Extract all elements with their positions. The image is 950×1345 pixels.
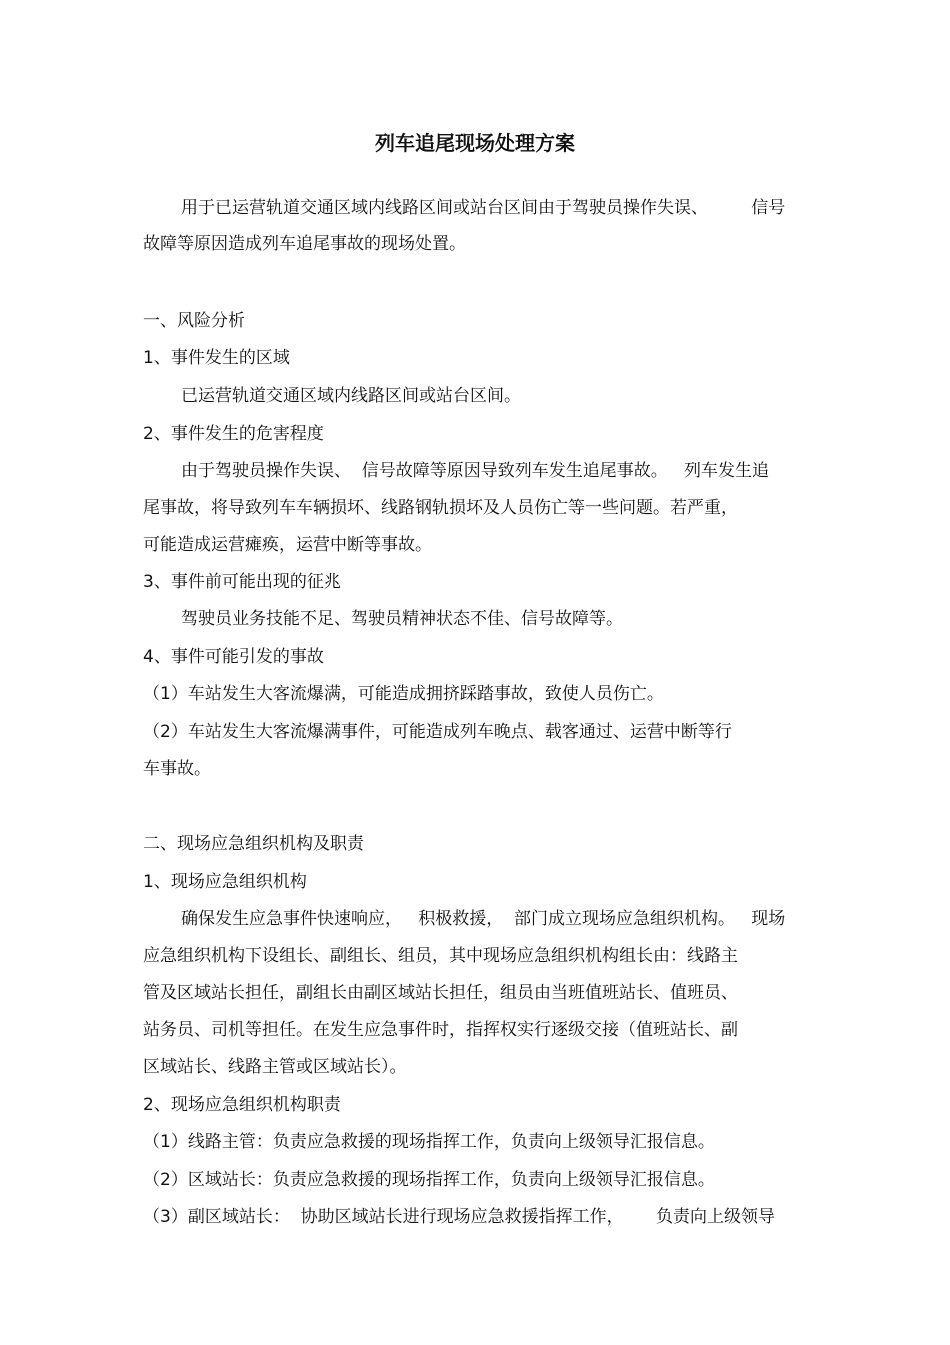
paragraph-line: 管及区域站长担任，副组长由副区域站长担任，组员由当班值班站长、值班员、 — [143, 983, 738, 1003]
section-heading-emergency-organization: 二、现场应急组织机构及职责 — [143, 834, 364, 854]
paragraph-line: 驾驶员业务技能不足、驾驶员精神状态不佳、信号故障等。 — [181, 609, 623, 629]
paragraph-line: 站务员、司机等担任。在发生应急事件时，指挥权实行逐级交接（值班站长、副 — [143, 1020, 738, 1040]
document-title: 列车追尾现场处理方案 — [375, 131, 575, 155]
intro-line-2: 故障等原因造成列车追尾事故的现场处置。 — [143, 234, 466, 254]
subheading-organization-structure: 1、现场应急组织机构 — [143, 872, 307, 892]
paragraph-line: 确保发生应急事件快速响应， 积极救援， 部门成立现场应急组织机构。 现场 — [181, 909, 786, 929]
list-item: （2）区域站长：负责应急救援的现场指挥工作，负责向上级领导汇报信息。 — [143, 1170, 715, 1190]
paragraph-line: 尾事故，将导致列车车辆损坏、线路钢轨损坏及人员伤亡等一些问题。若严重， — [143, 498, 738, 518]
subheading-warning-signs: 3、事件前可能出现的征兆 — [143, 572, 341, 592]
list-item: （3）副区域站长： 协助区域站长进行现场应急救援指挥工作， 负责向上级领导 — [143, 1207, 776, 1227]
section-heading-risk-analysis: 一、风险分析 — [143, 311, 245, 331]
paragraph-line: 已运营轨道交通区域内线路区间或站台区间。 — [181, 386, 521, 406]
paragraph-line: 应急组织机构下设组长、副组长、组员，其中现场应急组织机构组长由：线路主 — [143, 946, 738, 966]
subheading-hazard-level: 2、事件发生的危害程度 — [143, 424, 324, 444]
subheading-event-area: 1、事件发生的区域 — [143, 348, 290, 368]
paragraph-line: 由于驾驶员操作失误、 信号故障等原因导致列车发生追尾事故。 列车发生追 — [181, 461, 770, 481]
list-item: （1）线路主管：负责应急救援的现场指挥工作，负责向上级领导汇报信息。 — [143, 1132, 715, 1152]
list-item: （1）车站发生大客流爆满，可能造成拥挤踩踏事故，致使人员伤亡。 — [143, 684, 664, 704]
subheading-organization-duties: 2、现场应急组织机构职责 — [143, 1095, 341, 1115]
paragraph-line: 可能造成运营瘫痪，运营中断等事故。 — [143, 535, 432, 555]
list-item: （2）车站发生大客流爆满事件，可能造成列车晚点、载客通过、运营中断等行 — [143, 722, 732, 742]
paragraph-line: 区域站长、线路主管或区域站长）。 — [143, 1057, 407, 1077]
list-item-continuation: 车事故。 — [143, 759, 211, 779]
subheading-possible-accidents: 4、事件可能引发的事故 — [143, 647, 324, 667]
intro-line-1: 用于已运营轨道交通区域内线路区间或站台区间由于驾驶员操作失误、 信号 — [181, 198, 786, 218]
